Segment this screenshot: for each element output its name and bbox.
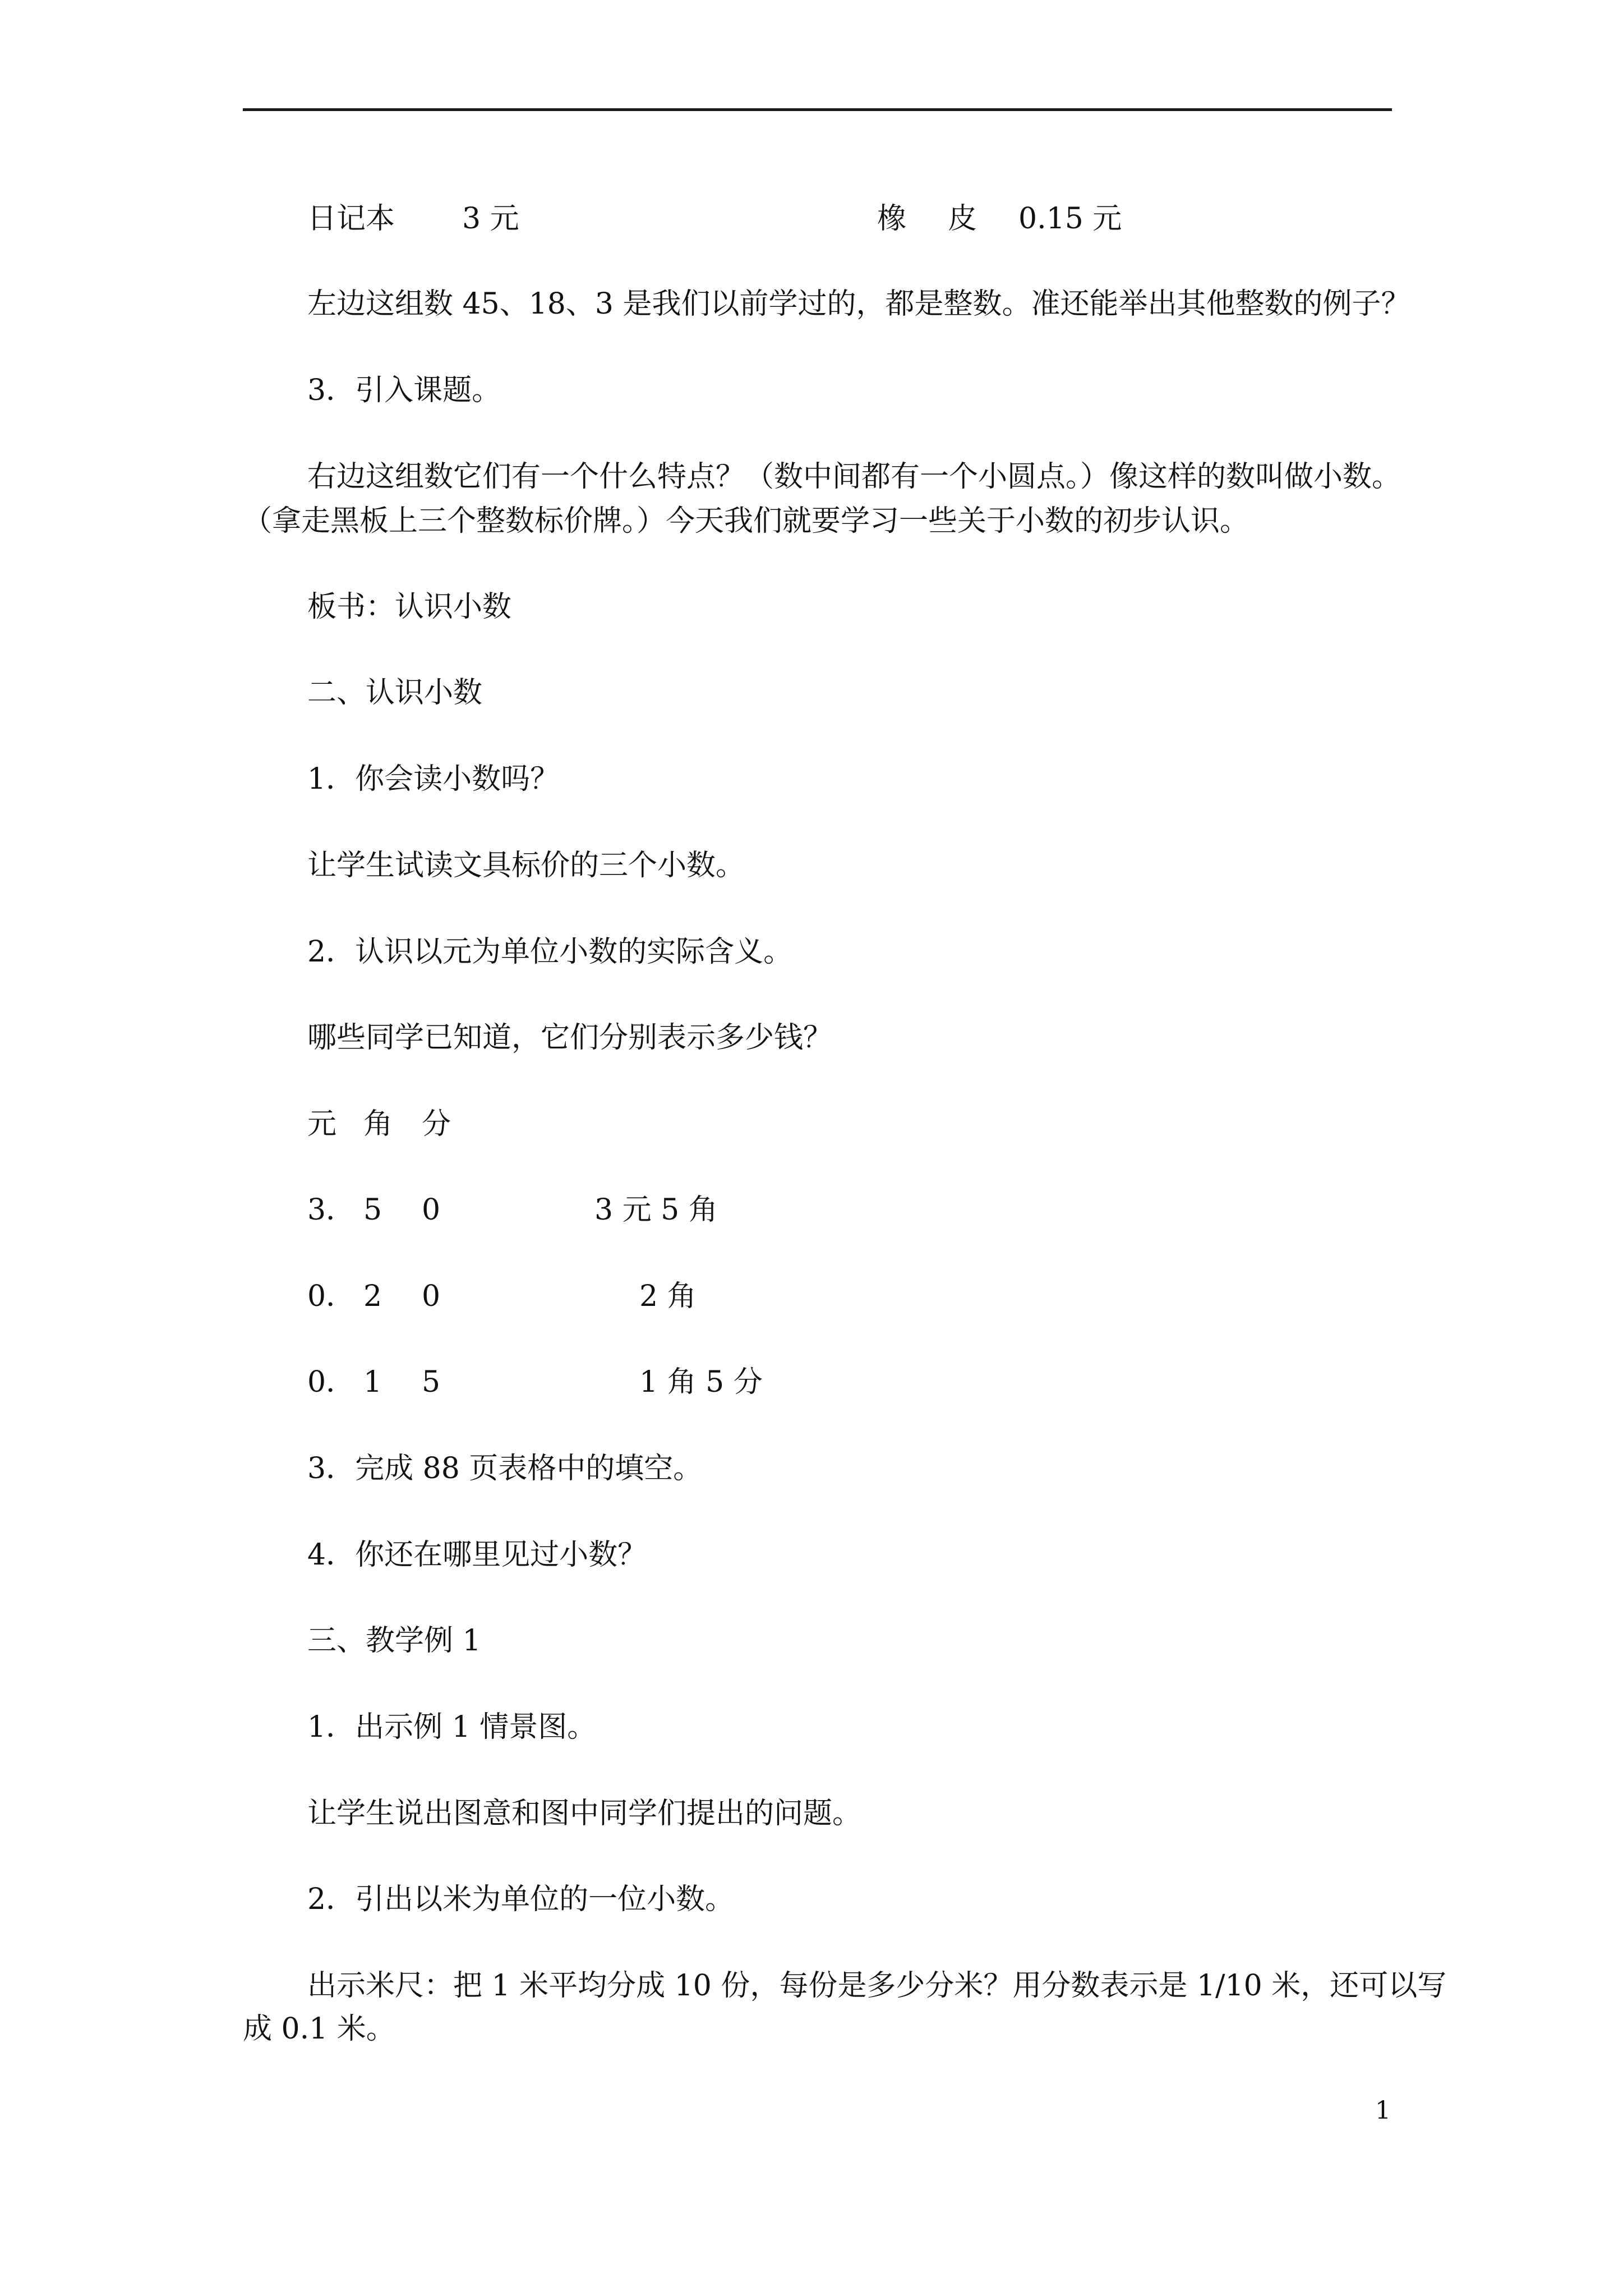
paragraph: 让学生试读文具标价的三个小数。 [307, 849, 745, 882]
digit-jiao: 2 [363, 1280, 382, 1313]
unit-jiao: 角 [363, 1107, 393, 1141]
digit-fen: 0 [422, 1193, 441, 1227]
subheading: 2．引出以米为单位的一位小数。 [307, 1883, 735, 1916]
digit-fen: 0 [422, 1280, 441, 1313]
digit-yuan: 0． [307, 1365, 356, 1399]
paragraph: 哪些同学已知道，它们分别表示多少钱？ [307, 1021, 833, 1055]
subheading: 4．你还在哪里见过小数？ [307, 1538, 647, 1572]
paragraph-line: 出示米尺：把 1 米平均分成 10 份，每份是多少分米？用分数表示是 1/10 米，还可以写 [307, 1969, 1447, 2003]
section-heading: 三、教学例 1 [307, 1624, 481, 1658]
money-meaning: 3 元 5 角 [594, 1193, 718, 1227]
digit-yuan: 0． [307, 1280, 356, 1313]
digit-jiao: 1 [363, 1365, 382, 1399]
section-heading: 二、认识小数 [307, 676, 483, 710]
subheading: 1．你会读小数吗？ [307, 762, 560, 796]
paragraph-line: （拿走黑板上三个整数标价牌。）今天我们就要学习一些关于小数的初步认识。 [243, 504, 1249, 538]
subheading: 3．完成 88 页表格中的填空。 [307, 1452, 703, 1485]
money-meaning: 2 角 [639, 1280, 697, 1313]
item-name-eraser-2: 皮 [948, 202, 978, 236]
paragraph: 让学生说出图意和图中同学们提出的问题。 [307, 1797, 862, 1830]
subheading: 3．引入课题。 [307, 374, 501, 407]
subheading: 1．出示例 1 情景图。 [307, 1710, 597, 1744]
paragraph-line: 成 0.1 米。 [243, 2012, 395, 2046]
digit-fen: 5 [422, 1365, 441, 1399]
digit-yuan: 3． [307, 1193, 356, 1227]
item-name-diary: 日记本 [307, 202, 395, 236]
digit-jiao: 5 [363, 1193, 382, 1227]
paragraph: 板书：认识小数 [307, 590, 512, 624]
subheading: 2．认识以元为单位小数的实际含义。 [307, 935, 793, 969]
item-price-eraser: 0.15 元 [1018, 202, 1122, 236]
header-rule [243, 108, 1392, 111]
page-number: 1 [1375, 2096, 1391, 2125]
item-price-diary: 3 元 [462, 202, 519, 236]
unit-fen: 分 [422, 1107, 451, 1141]
unit-yuan: 元 [307, 1107, 337, 1141]
money-meaning: 1 角 5 分 [639, 1365, 763, 1399]
paragraph: 左边这组数 45、18、3 是我们以前学过的，都是整数。准还能举出其他整数的例子？ [307, 287, 1410, 321]
paragraph-line: 右边这组数它们有一个什么特点？（数中间都有一个小圆点。）像这样的数叫做小数。 [307, 460, 1401, 494]
item-name-eraser-1: 橡 [877, 202, 907, 236]
